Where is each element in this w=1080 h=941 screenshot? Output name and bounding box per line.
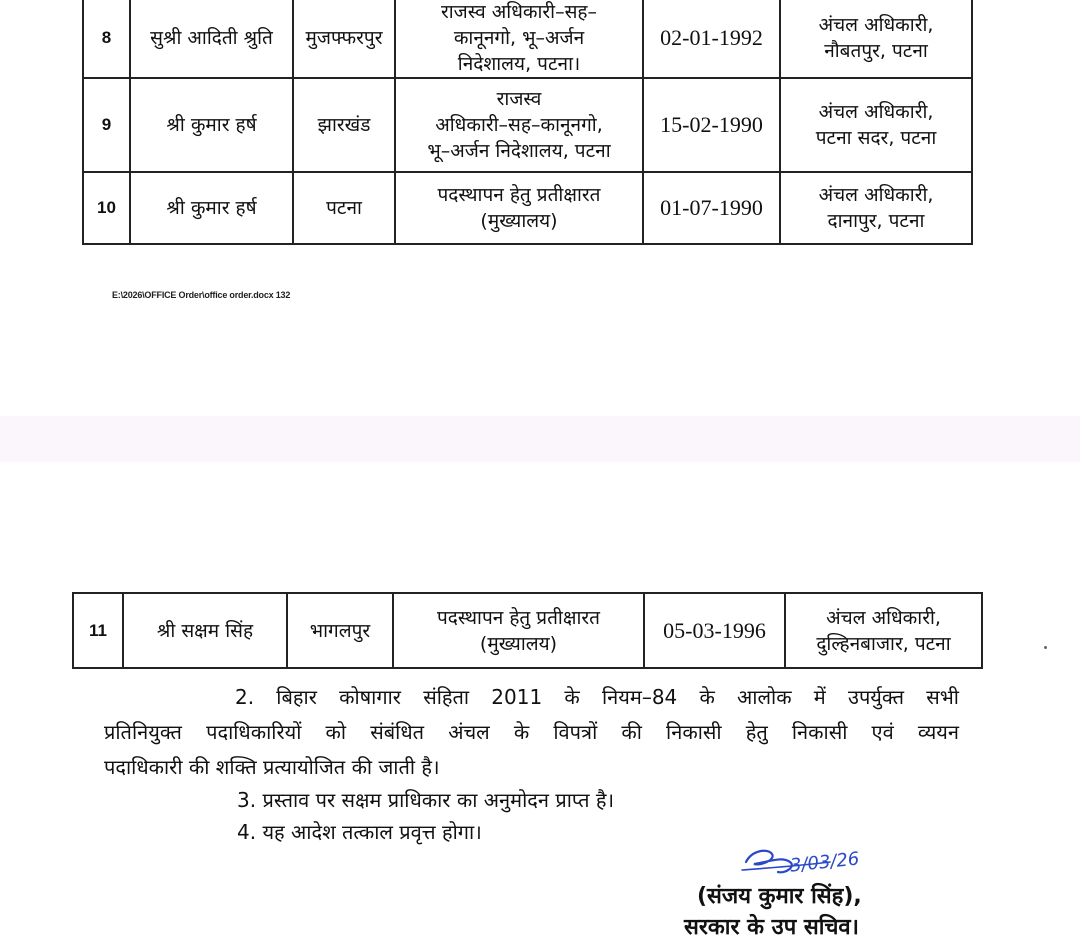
sl-number: 8 [83,0,130,78]
current-post-line: भू–अर्जन निदेशालय, पटना [427,140,611,162]
current-post-line: पदस्थापन हेतु प्रतीक्षारत [437,606,600,629]
paragraph-2 [104,680,959,785]
home-district: मुजफ्फरपुर [293,0,395,78]
page-separator [0,416,1080,462]
table-row-10 [83,172,972,244]
posting-line: दानापुर, पटना [827,210,925,232]
sl-number: 10 [83,172,130,244]
current-post-line: (मुख्यालय) [479,632,558,655]
scan-speck [1044,646,1047,649]
date-of-birth: 05-03-1996 [644,593,785,668]
current-post [395,78,643,172]
table-row-9 [83,78,972,172]
signatory-name: (संजय कुमार सिंह), [697,884,862,909]
posting-line: अंचल अधिकारी, [818,101,934,123]
sl-number: 9 [83,78,130,172]
current-post [393,593,644,668]
posting [780,78,972,172]
paragraph-2-line: पदाधिकारी की शक्ति प्रत्यायोजित की जाती है। [104,755,440,779]
officer-name: श्री कुमार हर्ष [130,172,293,244]
current-post-line: पदस्थापन हेतु प्रतीक्षारत [437,184,601,206]
posting-line: नौबतपुर, पटना [824,39,928,62]
officer-table-top [82,0,973,245]
posting-line: अंचल अधिकारी, [818,184,934,206]
current-post [395,172,643,244]
current-post-line: राजस्व अधिकारी–सह– [440,0,598,23]
date-of-birth: 01-07-1990 [643,172,780,244]
current-post-line: अधिकारी–सह–कानूनगो, [435,114,603,136]
posting [780,172,972,244]
signature-date: 3/03/26 [789,848,861,877]
current-post-line: निदेशालय, पटना। [457,52,581,75]
posting-line: दुल्हिनबाजार, पटना [816,632,951,655]
posting [785,593,982,668]
current-post-line: राजस्व [496,88,542,110]
paragraph-2-line: 2. बिहार कोषागार संहिता 2011 के नियम–84 के आलोक में उपर्युक्त सभी [235,685,959,709]
officer-name: श्री कुमार हर्ष [130,78,293,172]
posting-line: अंचल अधिकारी, [826,606,941,629]
signatory-designation: सरकार के उप सचिव। [684,915,859,940]
posting-line: पटना सदर, पटना [815,127,937,149]
current-post [395,0,643,78]
page-top [0,0,1080,416]
paragraph-4: 4. यह आदेश तत्काल प्रवृत्त होगा। [237,820,482,844]
paragraph-3: 3. प्रस्ताव पर सक्षम प्राधिकार का अनुमोदन प्राप्त है। [237,788,615,812]
date-of-birth: 15-02-1990 [643,78,780,172]
table-row-8 [83,0,972,78]
home-district: झारखंड [293,78,395,172]
officer-table-bottom [72,592,983,669]
sl-number: 11 [73,593,123,668]
current-post-line: कानूनगो, भू–अर्जन [453,26,585,49]
file-path-footer: E:\2026\OFFICE Order\office order.docx 132 [112,290,291,300]
date-of-birth: 02-01-1992 [643,0,780,78]
posting-line: अंचल अधिकारी, [818,13,934,36]
current-post-line: (मुख्यालय) [480,210,558,232]
home-district: भागलपुर [287,593,393,668]
posting [780,0,972,78]
table-row-11 [73,593,982,668]
paragraph-2-line: प्रतिनियुक्त पदाधिकारियों को संबंधित अंचल के विपत्रों की निकासी हेतु निकासी एवं व्ययन [104,720,959,744]
officer-name: श्री सक्षम सिंह [123,593,287,668]
home-district: पटना [293,172,395,244]
officer-name: सुश्री आदिती श्रुति [130,0,293,78]
